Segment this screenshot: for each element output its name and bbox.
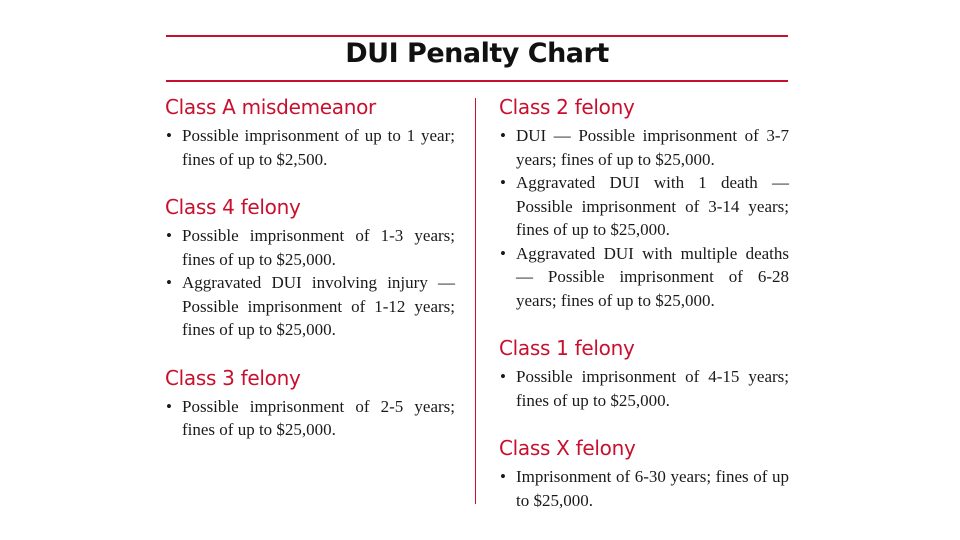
penalty-list <box>165 124 455 171</box>
left-column <box>165 93 455 464</box>
penalty-item: • DUI — Possible imprisonment of 3-7 years; fines of up to $25,000. <box>499 124 789 171</box>
right-column <box>499 93 789 534</box>
page-title: DUI Penalty Chart <box>345 38 609 69</box>
penalty-item: • Imprisonment of 6-30 years; fines of up to $25,000. <box>499 465 789 512</box>
section-class-x-felony <box>499 434 789 512</box>
penalty-item: • Aggravated DUI with multiple deaths — Possible imprisonment of 6-28 years; fines of up to $25,000. <box>499 242 789 313</box>
title-underline <box>166 80 788 82</box>
section-heading: Class A misdemeanor <box>165 95 376 119</box>
penalty-item: • Possible imprisonment of 1-3 years; fines of up to $25,000. <box>165 224 455 271</box>
section-class-a-misdemeanor <box>165 93 455 171</box>
penalty-list <box>499 124 789 312</box>
penalty-list <box>165 395 455 442</box>
penalty-item: • Possible imprisonment of 4-15 years; fines of up to $25,000. <box>499 365 789 412</box>
penalty-item: • Aggravated DUI with 1 death — Possible imprisonment of 3-14 years; fines of up to $25,000. <box>499 171 789 242</box>
section-heading: Class 3 felony <box>165 365 301 390</box>
column-divider <box>475 98 476 504</box>
section-class-3-felony <box>165 364 455 442</box>
penalty-item: • Possible imprisonment of 2-5 years; fines of up to $25,000. <box>165 395 455 442</box>
top-rule <box>166 35 788 37</box>
penalty-list <box>499 465 789 512</box>
section-heading: Class 2 felony <box>499 95 635 119</box>
section-heading: Class 4 felony <box>165 195 301 219</box>
penalty-list <box>499 365 789 412</box>
penalty-item: • Possible imprisonment of up to 1 year; fines of up to $2,500. <box>165 124 455 171</box>
section-class-1-felony <box>499 334 789 412</box>
penalty-item: • Aggravated DUI involving injury — Possible imprisonment of 1-12 years; fines of up to $25,000. <box>165 271 455 342</box>
section-heading: Class 1 felony <box>499 336 635 360</box>
section-heading: Class X felony <box>499 436 636 460</box>
section-class-4-felony <box>165 193 455 342</box>
section-class-2-felony <box>499 93 789 312</box>
penalty-list <box>165 224 455 342</box>
